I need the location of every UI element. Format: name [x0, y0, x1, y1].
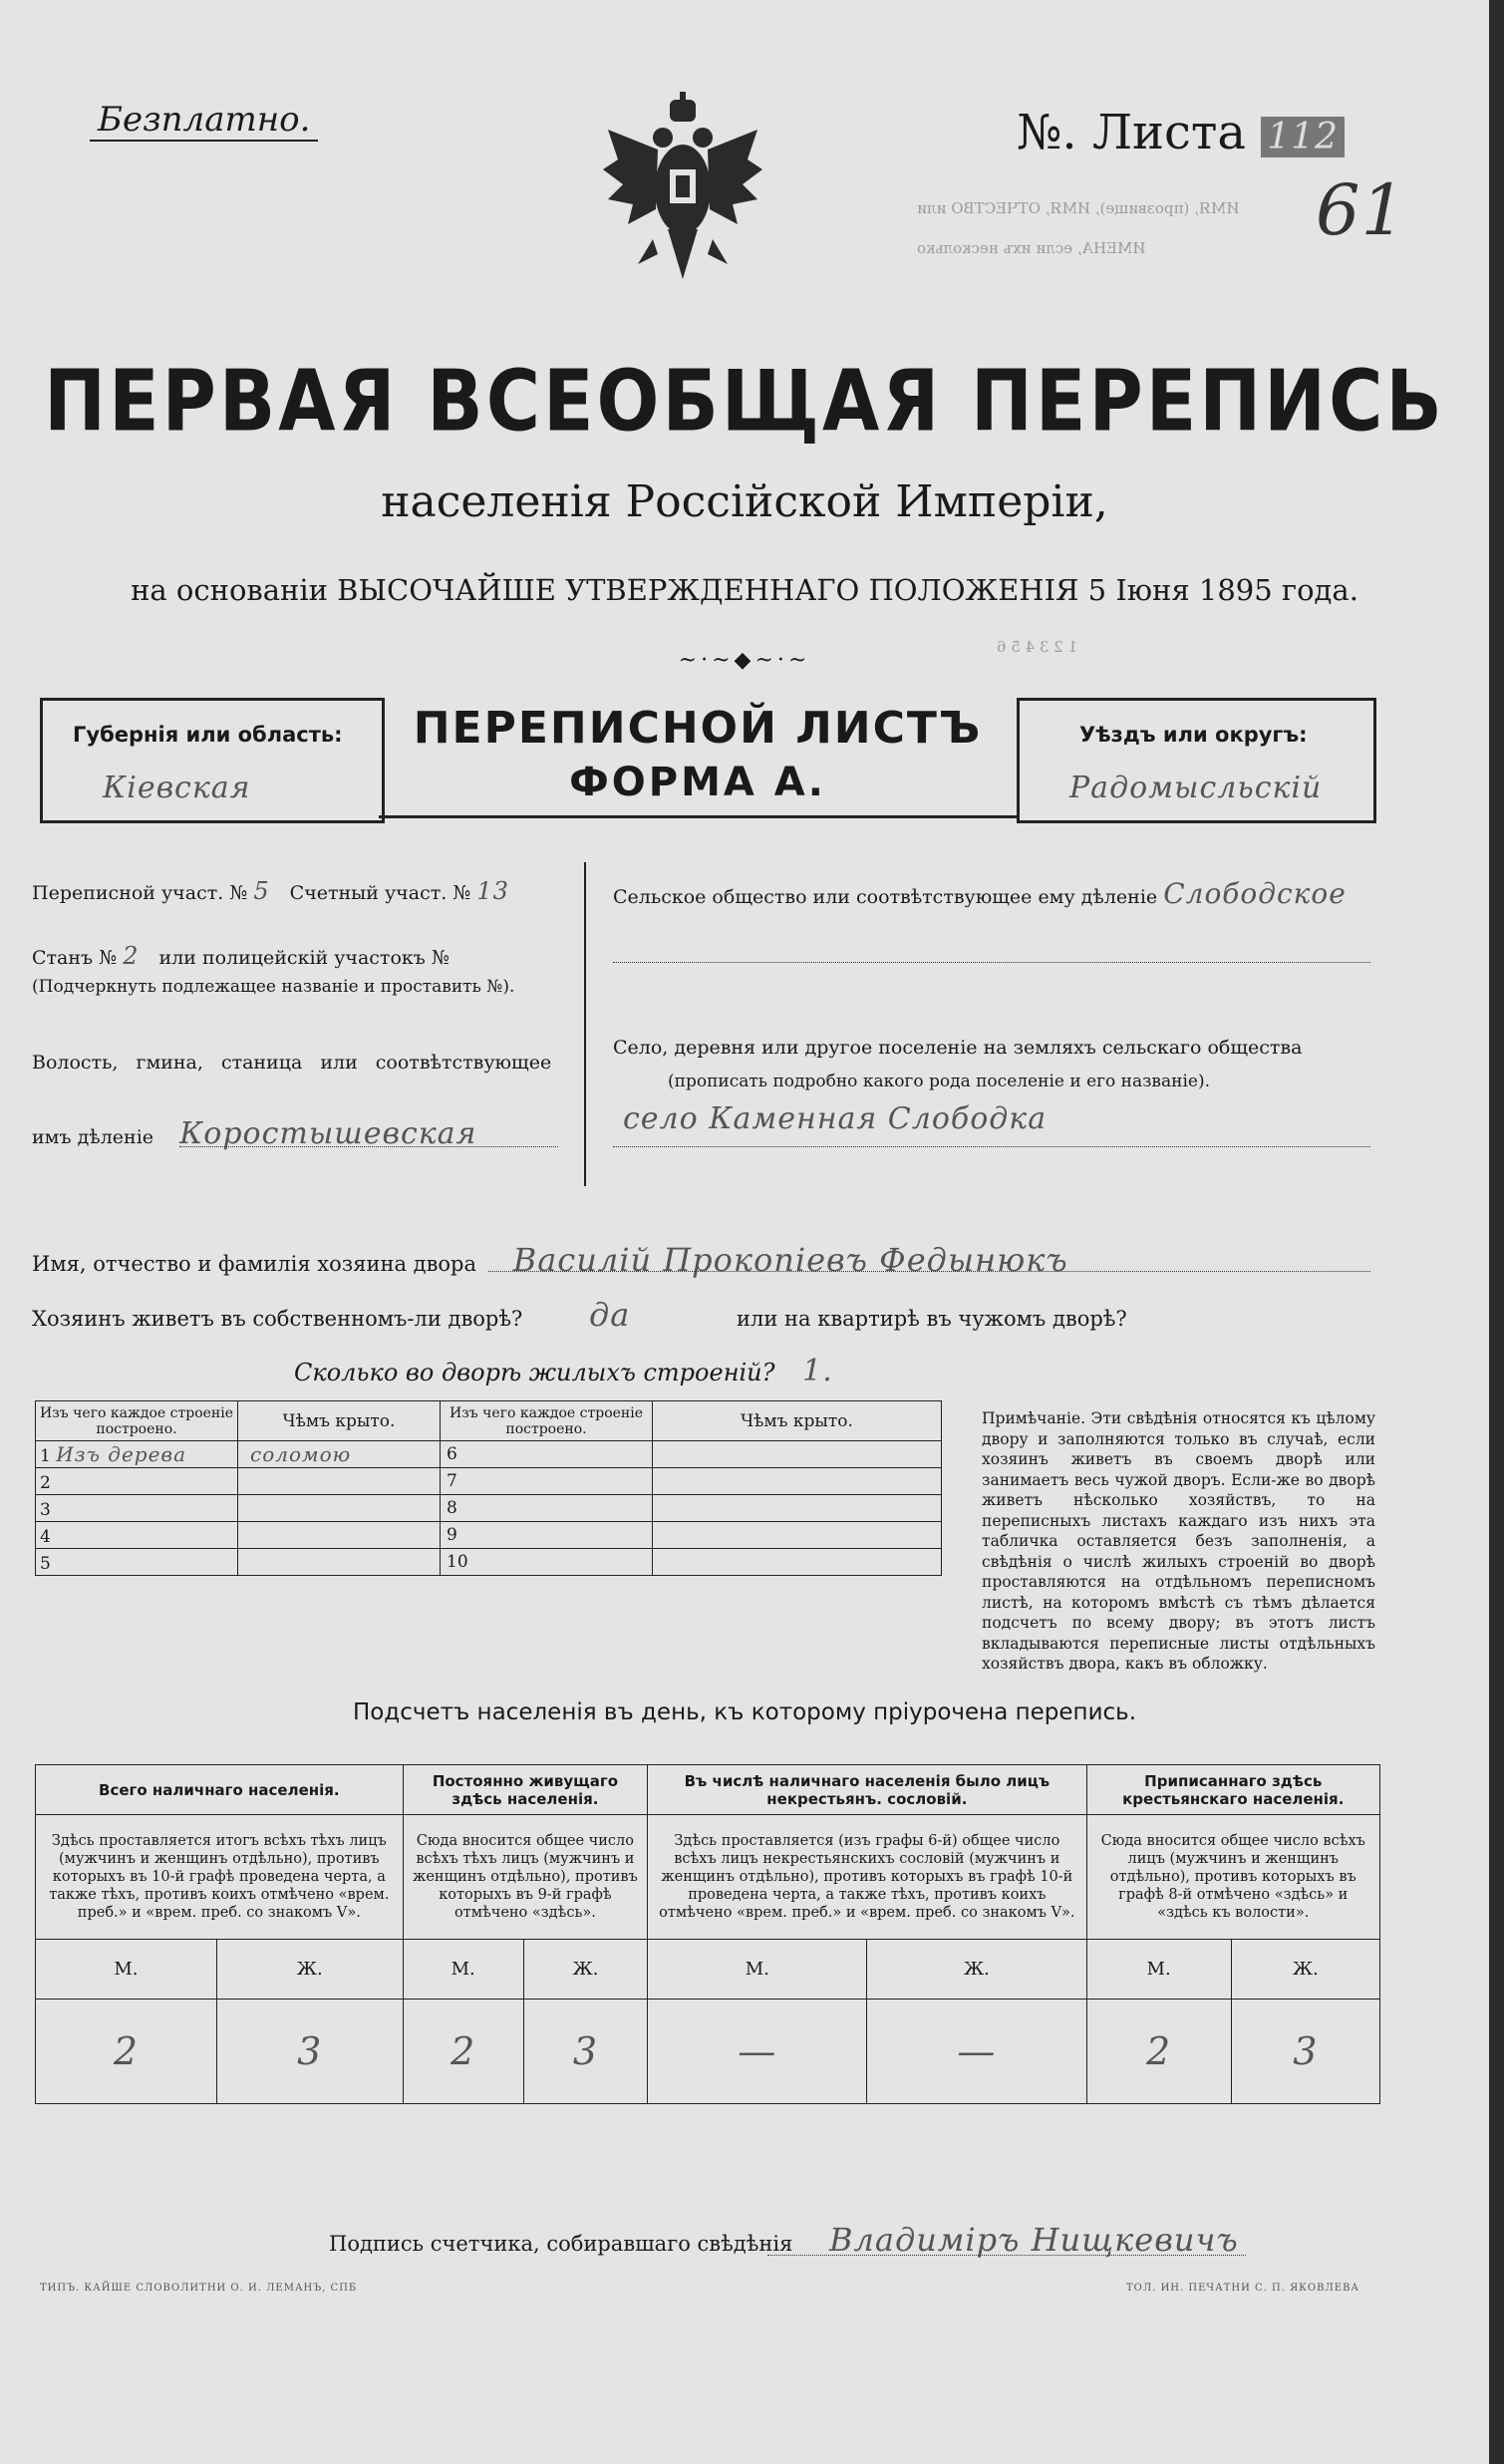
- signature-value: Владиміръ Нищкевичъ: [829, 2221, 1239, 2259]
- village-value: село Каменная Слободка: [623, 1101, 1048, 1136]
- bleed-through-3: 1 2 3 4 5 6: [997, 638, 1078, 656]
- bleed-through-2: ИМЕНА, если ихъ несколько: [917, 239, 1146, 257]
- male-count: 2: [403, 2000, 523, 2104]
- population-description: Здѣсь проставляется (изъ графы 6-й) общее число всѣхъ лицъ некрестьянскихъ сословій (мужчинъ и женщинъ отдѣльно), противъ которыхъ въ графѣ 10-й проведена черта, а также тѣхъ, противъ коихъ отмѣчено «врем. преб.» и «врем. преб. со знакомъ V».: [648, 1815, 1086, 1940]
- male-header: М.: [1086, 1940, 1231, 2000]
- buildings-row: [36, 1495, 942, 1522]
- female-count: 3: [1231, 2000, 1379, 2104]
- sheet-number-prefix: №. Листа: [1017, 105, 1247, 160]
- buildings-roof-header-1: Чѣмъ крыто.: [238, 1401, 441, 1441]
- building-roof-cell: [238, 1522, 441, 1549]
- female-count: —: [867, 2000, 1086, 2104]
- rent-yard-label: или на квартирѣ въ чужомъ дворѣ?: [737, 1307, 1127, 1331]
- buildings-row: [36, 1468, 942, 1495]
- female-header: Ж.: [867, 1940, 1086, 2000]
- building-number: 5: [40, 1554, 51, 1574]
- imperial-eagle-icon: [598, 90, 767, 289]
- province-box: [40, 698, 385, 823]
- signature-row: [329, 2221, 1239, 2259]
- buildings-row: [36, 1441, 942, 1468]
- community-value: Слободское: [1163, 877, 1347, 910]
- building-number: 1: [40, 1446, 51, 1466]
- building-material: Изъ дерева: [56, 1442, 186, 1466]
- census-area-label: Переписной участ. №: [32, 882, 248, 904]
- female-header: Ж.: [523, 1940, 647, 2000]
- signature-label: Подпись счетчика, собиравшаго свѣдѣнія: [329, 2232, 793, 2256]
- population-header: Приписаннаго здѣсь крестьянскаго населенія.: [1086, 1765, 1379, 1815]
- province-value: Кіевская: [103, 770, 251, 805]
- building-material-cell: [36, 1522, 238, 1549]
- building-roof-cell-2: [653, 1441, 942, 1468]
- building-roof-cell-2: [653, 1549, 942, 1576]
- bleed-through-1: ИМЯ, (прозвище), ИМЯ, ОТЧЕСТВО или: [917, 199, 1240, 217]
- population-header: Всего наличнаго населенія.: [36, 1765, 404, 1815]
- population-description: Сюда вносится общее число всѣхъ тѣхъ лицъ (мужчинъ и женщинъ отдѣльно), противъ которыхъ въ 9-й графѣ отмѣчено «здѣсь».: [403, 1815, 648, 1940]
- village-value-line: [613, 1146, 1370, 1147]
- female-header: Ж.: [216, 1940, 403, 2000]
- building-number: 3: [40, 1500, 51, 1520]
- community-label: Сельское общество или соотвѣтствующее ему дѣленіе: [613, 886, 1158, 908]
- population-title: Подсчетъ населенія въ день, къ которому пріурочена перепись.: [352, 1699, 1137, 1725]
- building-roof-cell-2: [653, 1468, 942, 1495]
- buildings-value: 1.: [802, 1354, 833, 1388]
- building-material-cell-2: [441, 1495, 653, 1522]
- building-material-cell: [36, 1468, 238, 1495]
- male-count: 2: [1086, 2000, 1231, 2104]
- buildings-material-header-2: Изъ чего каждое строеніе построено.: [441, 1401, 653, 1441]
- building-roof-cell: [238, 1441, 441, 1468]
- building-number: 2: [40, 1473, 51, 1493]
- counting-area-value: 13: [476, 877, 509, 905]
- box-connector-line: [379, 815, 1017, 818]
- population-header: Постоянно живущаго здѣсь населенія.: [403, 1765, 648, 1815]
- own-yard-label: Хозяинъ живетъ въ собственномъ-ли дворѣ?: [32, 1307, 523, 1331]
- population-table: [35, 1764, 1380, 2104]
- own-yard-row: [32, 1296, 1127, 1334]
- buildings-row: [36, 1549, 942, 1576]
- volost-value: Коростышевская: [179, 1116, 477, 1151]
- building-roof-cell: [238, 1549, 441, 1576]
- archive-page-number: 61: [1316, 169, 1407, 251]
- male-header: М.: [403, 1940, 523, 2000]
- building-roof-cell-2: [653, 1522, 942, 1549]
- scan-edge: [1489, 0, 1504, 2464]
- male-header: М.: [36, 1940, 217, 2000]
- underline-note: (Подчеркнуть подлежащее названіе и проставить №).: [32, 977, 515, 997]
- buildings-roof-header-2: Чѣмъ крыто.: [653, 1401, 942, 1441]
- column-divider: [584, 862, 586, 1186]
- female-count: 3: [216, 2000, 403, 2104]
- population-header: Въ числѣ наличнаго населенія было лицъ некрестьянъ. сословій.: [648, 1765, 1086, 1815]
- free-label: Безплатно.: [90, 100, 318, 142]
- owner-row: [32, 1241, 1068, 1279]
- main-title: ПЕРВАЯ ВСЕОБЩАЯ ПЕРЕПИСЬ: [44, 352, 1445, 452]
- volost-label-2: имъ дѣленіе: [32, 1126, 154, 1148]
- building-roof-cell-2: [653, 1495, 942, 1522]
- population-description: Сюда вносится общее число всѣхъ лицъ (мужчинъ и женщинъ отдѣльно), противъ которыхъ въ графѣ 8-й отмѣчено «здѣсь» и «здѣсь къ волости».: [1086, 1815, 1379, 1940]
- building-material-cell: [36, 1549, 238, 1576]
- village-label: Село, деревня или другое поселеніе на земляхъ сельскаго общества: [613, 1037, 1303, 1059]
- buildings-row: [294, 1354, 833, 1388]
- building-number: 4: [40, 1527, 51, 1547]
- buildings-label: Сколько во дворѣ жилыхъ строеній?: [294, 1359, 775, 1386]
- printer-left: ТИПЪ. КАЙШЕ СЛОВОЛИТНИ О. И. ЛЕМАНЪ, СПБ: [40, 2283, 358, 2294]
- district-box: [1017, 698, 1376, 823]
- volost-label: Волость, гмина, станица или соотвѣтствующее: [32, 1052, 552, 1074]
- stan-row: [32, 942, 450, 970]
- buildings-material-header-1: Изъ чего каждое строеніе построено.: [36, 1401, 238, 1441]
- buildings-table: [35, 1400, 942, 1576]
- building-roof: соломою: [250, 1442, 352, 1466]
- buildings-row: [36, 1522, 942, 1549]
- own-yard-value: да: [588, 1296, 631, 1334]
- sheet-number-label: [1017, 105, 1345, 160]
- decree-line: на основаніи ВЫСОЧАЙШЕ УТВЕРЖДЕННАГО ПОЛОЖЕНІЯ 5 Іюня 1895 года.: [131, 573, 1358, 607]
- owner-value: Василій Прокопіевъ Федынюкъ: [512, 1241, 1068, 1279]
- note-text: Примѣчаніе. Эти свѣдѣнія относятся къ цѣлому двору и заполняются только въ случаѣ, если хозяинъ живетъ въ своемъ дворѣ или занимаетъ весь чужой дворъ. Если-же во дворѣ живетъ нѣсколько хозяйствъ, то на переписныхъ листахъ каждаго изъ нихъ эта табличка оставляется безъ заполненія, а свѣдѣнія о числѣ жилыхъ строеній во дворѣ проставляются на отдѣльномъ переписномъ листѣ, на которомъ вмѣстѣ съ тѣмъ дѣлается подсчетъ по всему двору; въ этотъ листъ вкладываются переписные листы отдѣльныхъ хозяйствъ двора, какъ въ обложку.: [982, 1409, 1375, 1673]
- signature-line: [767, 2255, 1246, 2256]
- sheet-number-value: 112: [1261, 117, 1345, 157]
- building-material-cell-2: [441, 1549, 653, 1576]
- building-number-2: 9: [447, 1525, 457, 1545]
- ornament-divider: ~·~◆~·~: [678, 648, 811, 673]
- male-count: 2: [36, 2000, 217, 2104]
- male-count: —: [648, 2000, 867, 2104]
- subtitle: населенія Россійской Имперіи,: [381, 476, 1108, 527]
- stan-value: 2: [123, 942, 140, 970]
- printer-right: ТОЛ. ИН. ПЕЧАТНИ С. П. ЯКОВЛЕВА: [1126, 2283, 1359, 2294]
- building-material-cell-2: [441, 1468, 653, 1495]
- form-title-block: [394, 703, 1002, 805]
- building-number-2: 6: [447, 1444, 457, 1464]
- form-title: ПЕРЕПИСНОЙ ЛИСТЪ: [413, 703, 983, 754]
- building-roof-cell: [238, 1468, 441, 1495]
- male-header: М.: [648, 1940, 867, 2000]
- district-label: Уѣздъ или округъ:: [1079, 723, 1308, 747]
- female-header: Ж.: [1231, 1940, 1379, 2000]
- owner-label: Имя, отчество и фамилія хозяина двора: [32, 1252, 477, 1276]
- building-material-cell: [36, 1495, 238, 1522]
- building-number-2: 8: [447, 1498, 457, 1518]
- building-number-2: 7: [447, 1471, 457, 1491]
- building-material-cell-2: [441, 1522, 653, 1549]
- female-count: 3: [523, 2000, 647, 2104]
- community-row: [613, 877, 1347, 910]
- counting-area-label: Счетный участ. №: [289, 882, 471, 904]
- building-number-2: 10: [447, 1552, 468, 1572]
- village-note: (прописать подробно какого рода поселеніе и его названіе).: [668, 1072, 1210, 1091]
- building-material-cell-2: [441, 1441, 653, 1468]
- form-name: ФОРМА А.: [569, 760, 826, 805]
- owner-value-line: [488, 1271, 1370, 1272]
- district-value: Радомысльскій: [1069, 770, 1323, 805]
- police-area-label: или полицейскій участокъ №: [158, 947, 450, 969]
- census-area-row: [32, 877, 509, 905]
- volost-value-line: [179, 1146, 558, 1147]
- population-description: Здѣсь проставляется итогъ всѣхъ тѣхъ лицъ (мужчинъ и женщинъ отдѣльно), противъ которыхъ въ 10-й графѣ проведена черта, а также тѣхъ, противъ коихъ отмѣчено «врем. преб.» и «врем. преб. со знакомъ V».: [36, 1815, 404, 1940]
- stan-label: Станъ №: [32, 947, 118, 969]
- building-roof-cell: [238, 1495, 441, 1522]
- community-extra-line: [613, 962, 1370, 963]
- census-area-value: 5: [253, 877, 270, 905]
- province-label: Губернія или область:: [73, 723, 343, 747]
- building-material-cell: [36, 1441, 238, 1468]
